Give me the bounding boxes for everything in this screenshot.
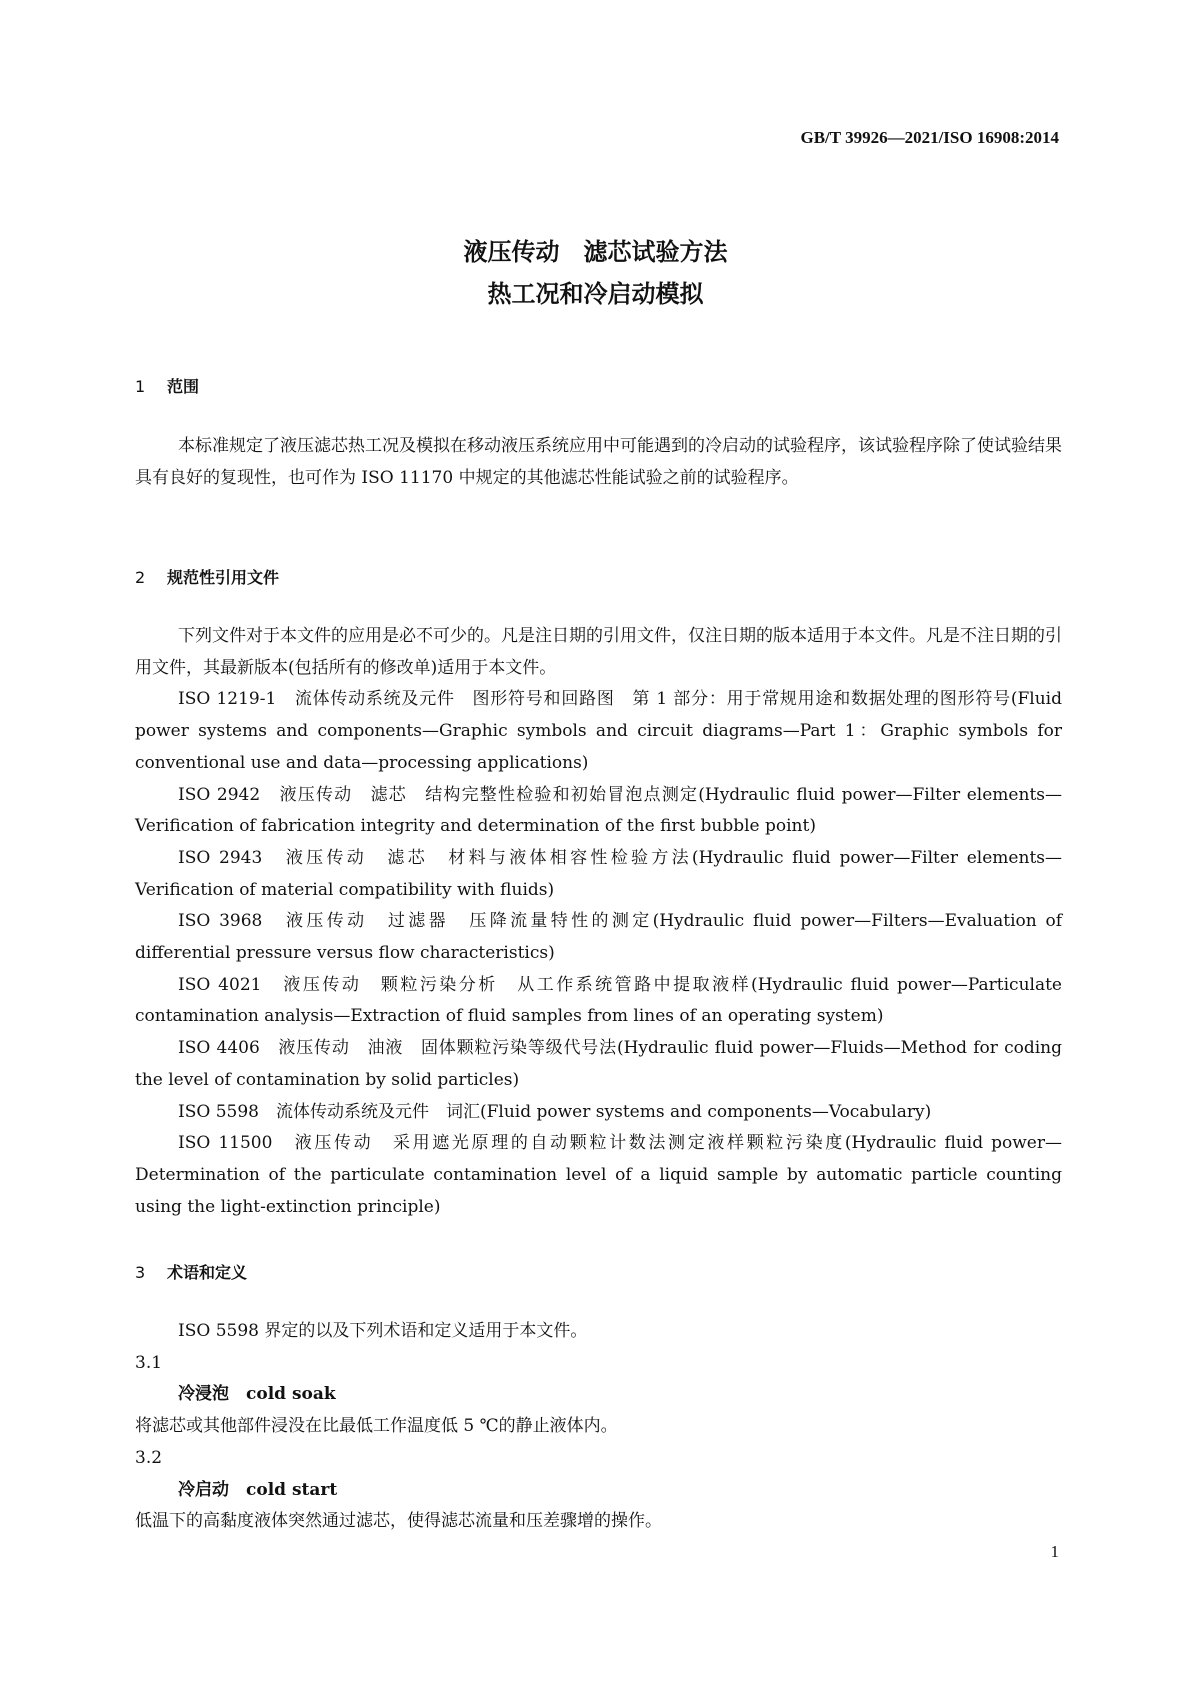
term-definition: 低温下的高黏度液体突然通过滤芯，使得滤芯流量和压差骤增的操作。 [135,1511,662,1532]
section-2-body [135,621,1062,1223]
section-heading-3: 3 术语和定义 [135,1263,248,1282]
reference-item: ISO 2942 液压传动 滤芯 结构完整性检验和初始冒泡点测定(Hydraulic fluid power—Filter elements—Verification of fabrication integrity and determination of the first bubble point) [135,784,1062,837]
reference-item: ISO 11500 液压传动 采用遮光原理的自动颗粒计数法测定液样颗粒污染度(Hydraulic fluid power—Determination of the particulate contamination level of a liquid sample by automatic particle counting using the light-extinction principle) [135,1133,1062,1217]
document-title-line-1: 液压传动 滤芯试验方法 [463,238,728,266]
paragraph: ISO 5598 界定的以及下列术语和定义适用于本文件。 [178,1321,588,1341]
term-number: 3.2 [135,1447,163,1468]
standard-number-header: GB/T 39926—2021/ISO 16908:2014 [800,128,1059,147]
reference-item: ISO 2943 液压传动 滤芯 材料与液体相容性检验方法(Hydraulic fluid power—Filter elements—Verification of material compatibility with fluids) [135,847,1062,900]
page-number: 1 [1050,1542,1059,1561]
paragraph: 下列文件对于本文件的应用是必不可少的。凡是注日期的引用文件，仅注日期的版本适用于本文件。凡是不注日期的引用文件，其最新版本(包括所有的修改单)适用于本文件。 [135,626,1062,678]
reference-item: ISO 3968 液压传动 过滤器 压降流量特性的测定(Hydraulic fluid power—Filters—Evaluation of differential pressure versus flow characteristics) [135,911,1062,964]
reference-item: ISO 4406 液压传动 油液 固体颗粒污染等级代号法(Hydraulic fluid power—Fluids—Method for coding the level of contamination by solid particles) [135,1038,1062,1090]
section-heading-1: 1 范围 [135,377,200,396]
reference-item: ISO 1219-1 流体传动系统及元件 图形符号和回路图 第 1 部分：用于常规用途和数据处理的图形符号(Fluid power systems and components—Graphic symbols and circuit diagrams—Part 1：Graphic symbols for conventional use and data—processing applications) [135,689,1062,773]
term-name: 冷浸泡 cold soak [178,1384,336,1405]
document-title-line-2: 热工况和冷启动模拟 [487,280,704,308]
term-number: 3.1 [135,1352,163,1373]
reference-item: ISO 4021 液压传动 颗粒污染分析 从工作系统管路中提取液样(Hydraulic fluid power—Particulate contamination analysis—Extraction of fluid samples from lines of an operating system) [135,974,1062,1027]
term-name: 冷启动 cold start [178,1479,338,1500]
section-heading-2: 2 规范性引用文件 [135,568,280,587]
section-1-body [135,431,1062,494]
section-3-body [135,1316,1062,1538]
reference-item: ISO 5598 流体传动系统及元件 词汇(Fluid power systems and components—Vocabulary) [178,1101,932,1122]
term-definition: 将滤芯或其他部件浸没在比最低工作温度低 5 ℃的静止液体内。 [135,1416,618,1437]
paragraph: 本标准规定了液压滤芯热工况及模拟在移动液压系统应用中可能遇到的冷启动的试验程序，该试验程序除了使试验结果具有良好的复现性，也可作为 ISO 11170 中规定的其他滤芯性能试验之前的试验程序。 [135,436,1062,488]
